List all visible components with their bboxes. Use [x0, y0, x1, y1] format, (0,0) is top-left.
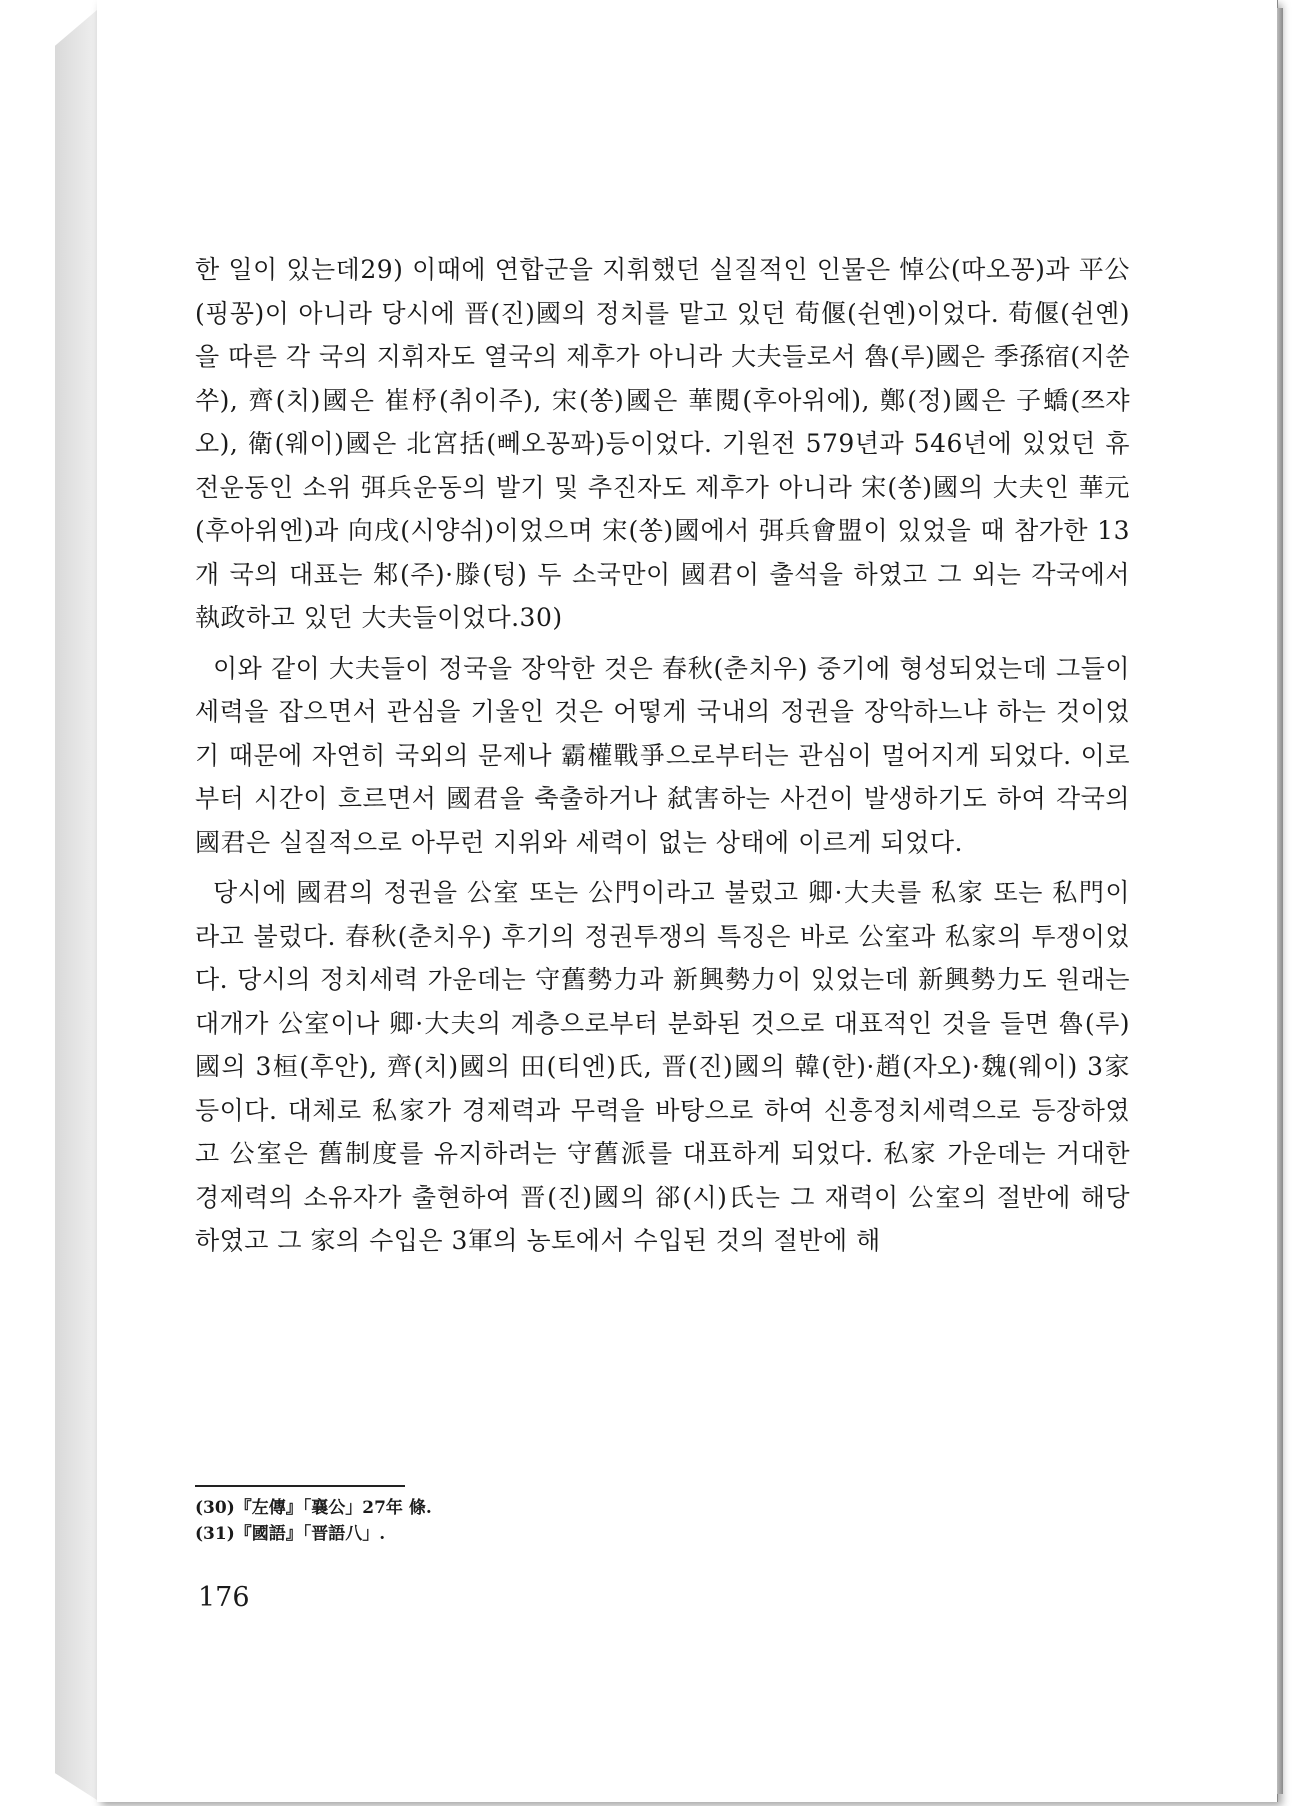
paragraph-1: 한 일이 있는데29) 이때에 연합군을 지휘했던 실질적인 인물은 悼公(따오꽁)과 平公(핑꽁)이 아니라 당시에 晋(진)國의 정치를 맡고 있던 荀偃(쉰옌)이었다. 荀偃(쉰옌)을 따른 각 국의 지휘자도 열국의 제후가 아니라 大夫들로서 魯(루)國은 季孫宿(지쑨쑤), 齊(치)國은 崔杼(취이주), 宋(쏭)國은 華閱(후아위에), 鄭(정)國은 子蟜(쯔쟈오), 衛(웨이)國은 北宮括(뻬오꽁꽈)등이었다. 기원전 579년과 546년에 있었던 휴전운동인 소위 弭兵운동의 발기 및 추진자도 제후가 아니라 宋(쏭)國의 大夫인 華元(후아위엔)과 向戌(시양쉬)이었으며 宋(쏭)國에서 弭兵會盟이 있었을 때 참가한 13개 국의 대표는 邾(주)·滕(텅) 두 소국만이 國君이 출석을 하였고 그 외는 각국에서 執政하고 있던 大夫들이었다.30) [195, 255, 1130, 632]
body-text [195, 248, 1130, 1263]
page-number: 176 [198, 1582, 250, 1613]
paragraph-2: 이와 같이 大夫들이 정국을 장악한 것은 春秋(춘치우) 중기에 형성되었는데 그들이 세력을 잡으면서 관심을 기울인 것은 어떻게 국내의 정권을 장악하느냐 하는 것이었기 때문에 자연히 국외의 문제나 霸權戰爭으로부터는 관심이 멀어지게 되었다. 이로부터 시간이 흐르면서 國君을 축출하거나 弑害하는 사건이 발생하기도 하여 각국의 國君은 실질적으로 아무런 지위와 세력이 없는 상태에 이르게 되었다. [195, 653, 1130, 857]
footnote-31: (31)『國語』「晋語八」. [195, 1524, 386, 1544]
book-spine-edge [55, 10, 97, 1800]
paragraph-3: 당시에 國君의 정권을 公室 또는 公門이라고 불렀고 卿·大夫를 私家 또는 私門이라고 불렀다. 春秋(춘치우) 후기의 정권투쟁의 특징은 바로 公室과 私家의 투쟁이었다. 당시의 정치세력 가운데는 守舊勢力과 新興勢力이 있었는데 新興勢力도 원래는 대개가 公室이나 卿·大夫의 계층으로부터 분화된 것으로 대표적인 것을 들면 魯(루)國의 3桓(후안), 齊(치)國의 田(티엔)氏, 晋(진)國의 韓(한)·趙(자오)·魏(웨이) 3家 등이다. 대체로 私家가 경제력과 무력을 바탕으로 하여 신흥정치세력으로 등장하였고 公室은 舊制度를 유지하려는 守舊派를 대표하게 되었다. 私家 가운데는 거대한 경제력의 소유자가 출현하여 晋(진)國의 郤(시)氏는 그 재력이 公室의 절반에 해당하였고 그 家의 수입은 3軍의 농토에서 수입된 것의 절반에 해 [195, 878, 1131, 1255]
page-stack-edge [1277, 8, 1283, 1794]
footnote-divider [195, 1485, 405, 1487]
footnotes [195, 1485, 1130, 1547]
footnote-30: (30)『左傳』「襄公」27年 條. [195, 1498, 432, 1518]
